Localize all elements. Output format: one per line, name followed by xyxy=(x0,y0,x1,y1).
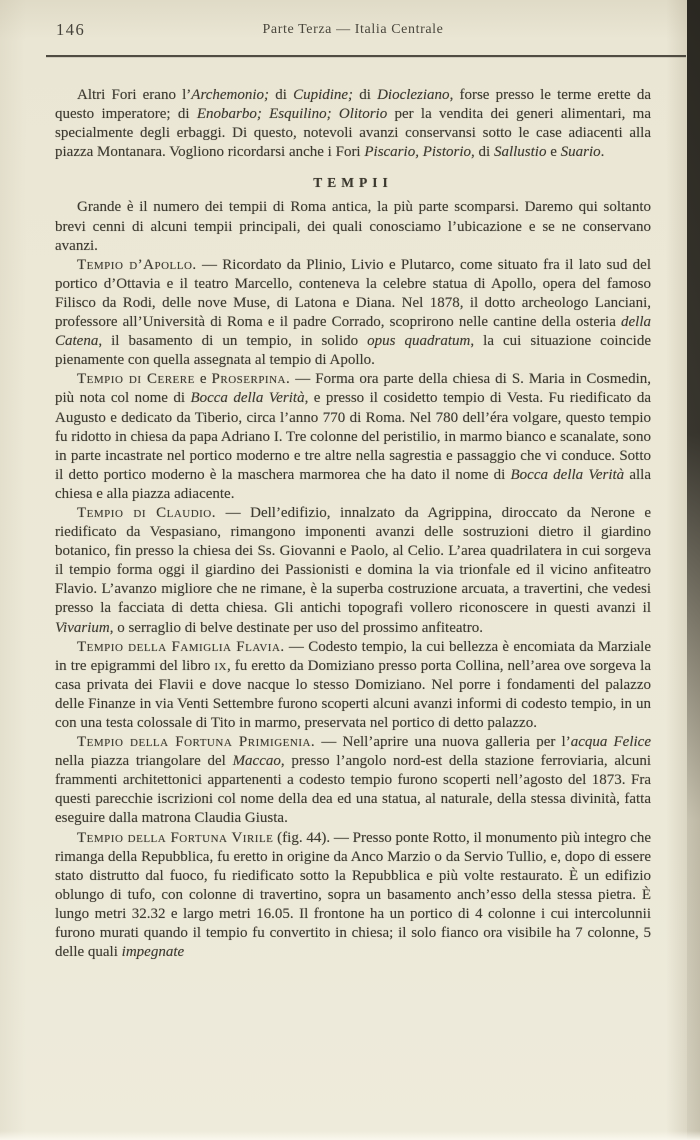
paragraph xyxy=(55,504,651,638)
body-text: (fig. 44). — Presso ponte Rotto, il monumento più integro che rimanga della Repubblica, fu eretto in origine da Anco Marzio o da Servio Tullio, e, dopo di essere stato distrutto dal fuoco, fu riedificato sotto la Repubblica e più volte restaurato. È un edifizio oblungo di tufo, con colonne di travertino, sopra un basamento anch’esso della stessa pietra. È lungo metri 32.32 e largo metri 16.05. Il frontone ha un portico di 4 colonne i cui intercolunnii furono murati quando il tempio fu convertito in chiesa; il solo fianco ora visibile ha 7 colonne, 5 delle quali xyxy=(55,829,651,961)
body-text: e xyxy=(546,144,561,161)
smallcaps-heading-text: ix xyxy=(214,657,227,674)
italic-text: Maccao xyxy=(232,753,281,770)
smallcaps-heading-text: Proserpina. xyxy=(211,371,291,388)
body-text: — Ricordato da Plinio, Livio e Plutarco, come situato fra il lato sud del portico d’Ottavia e il teatro Marcello, conteneva la celebre statua di Apollo, opera del famoso Filisco da Rodi, delle nove Muse, di Latona e Diana. Nel 1878, il dotto archeologo Lanciani, professore all’Università di Roma e il padre Corrado, scoprirono nelle cantine della osteria xyxy=(55,256,651,331)
body-text: di xyxy=(269,87,294,103)
page-number: 146 xyxy=(56,20,86,39)
smallcaps-heading-text: Tempio di Claudio. xyxy=(77,504,217,521)
body-text: di xyxy=(353,87,378,103)
italic-text: Diocleziano xyxy=(377,87,450,103)
body-text: per la vendita dei generi alimentari, ma specialmente degli erbaggi. Di questo, notevoli avanzi conservansi sotto le case adiacenti alla piazza Montanara. Vogliono ricordarsi anche i Fori xyxy=(55,106,651,161)
italic-text: Vivarium xyxy=(55,619,110,636)
smallcaps-heading-text: Tempio della Fortuna Virile xyxy=(77,829,274,846)
smallcaps-heading-text: Tempio di Cerere xyxy=(77,371,195,388)
paragraph xyxy=(55,370,651,504)
paragraph xyxy=(55,733,651,828)
body-text: — Dell’edifizio, innalzato da Agrippina, diroccato da Nerone e riedificato da Vespasiano, rimangono imponenti avanzi delle sostruzioni dietro il giardino botanico, fin presso la chiesa dei Ss. Giovanni e Paolo, al Celio. L’area quadrilatera in cui sorgeva il tempio forma oggi il giardino dei Passionisti e domina la via trionfale ed il vicino anfiteatro Flavio. L’avanzo migliore che ne rimane, è la superba costruzione arcuata, a travertini, che vedesi presso la facciata di detta chiesa. Gli antichi topografi vollero riconoscere in questi avanzi il xyxy=(55,504,651,617)
body-text: , fu eretto da Domiziano presso porta Collina, nell’area ove sorgeva la casa privata dei Flavii e dove nacque lo stesso Domiziano. Nel porre i fondamenti del palazzo delle Finanze in via Venti Settembre furono scoperti alcuni avanzi informi di codesto tempio, in un con una testa colossale di Tito in marmo, preservata nel portico di detto palazzo. xyxy=(55,657,652,731)
paragraph xyxy=(55,256,651,371)
italic-text: della Catena xyxy=(55,314,651,350)
paragraph xyxy=(55,829,651,963)
italic-text: Bocca della Verità xyxy=(190,390,305,407)
smallcaps-heading-text: Tempio della Fortuna Primigenia. xyxy=(77,734,316,751)
italic-text: Suario xyxy=(560,144,601,161)
running-header xyxy=(55,20,651,42)
italic-text: Bocca della Verità xyxy=(510,466,625,483)
smallcaps-heading-text: Tempio d’Apollo. xyxy=(77,256,197,273)
body-text: , di xyxy=(471,144,494,161)
body-text: — Forma ora parte della chiesa di S. Maria in Cosmedin, più nota col nome di xyxy=(55,371,651,407)
page-edge-shadow xyxy=(687,0,700,1140)
section-heading: TEMPII xyxy=(313,175,393,191)
body-text: , forse presso le terme erette da questo imperatore; di xyxy=(55,87,652,123)
body-text: e xyxy=(194,371,212,388)
italic-text: acqua Felice xyxy=(570,734,651,751)
page-bottom-edge xyxy=(0,1131,700,1140)
italic-text: Archemonio; xyxy=(191,87,270,103)
italic-text: Sallustio xyxy=(493,144,547,161)
italic-text: Cupidine; xyxy=(293,87,354,103)
body-text: Altri Fori erano l’ xyxy=(77,87,192,103)
body-text: nella piazza triangolare del xyxy=(55,753,233,770)
smallcaps-heading-text: Tempio della Famiglia Flavia. xyxy=(77,638,285,655)
italic-text: Enobarbo; Esquilino; Olitorio xyxy=(196,106,388,123)
body-text: alla chiesa e alla piazza adiacente. xyxy=(55,466,651,502)
italic-text: Piscario, Pistorio xyxy=(364,144,472,161)
paragraph xyxy=(55,198,651,255)
header-rule xyxy=(46,55,686,57)
body-text: — Nell’aprire una nuova galleria per l’ xyxy=(315,734,571,751)
body-text: . xyxy=(600,144,605,161)
body-text: , il basamento di un tempio, in solido xyxy=(98,333,368,350)
body-text: , presso l’angolo nord-est della stazione ferroviaria, alcuni frammenti architettonici appartenenti a codesto tempio furono scoperti nell’agosto del 1873. Fra questi parecchie iscrizioni col nome della dea ed una statua, al naturale, della stessa divinità, fatta eseguire dalla matrona Claudia Giusta. xyxy=(55,753,651,827)
body-text: , o serraglio di belve destinate per uso del prossimo anfiteatro. xyxy=(109,619,483,636)
body-text: , e presso il cosidetto tempio di Vesta. Fu riedificato da Augusto e dedicato da Tiberio, circa l’anno 770 di Roma. Nel 780 dell’éra volgare, questo tempio fu ridotto in chiesa da papa Adriano I. Tre colonne del peristilio, in marmo bianco e scanalate, sono in parte incastrate nel portico moderno e tre altre nella sagrestia e passaggio che vi conduce. Sotto il detto portico moderno è la maschera marmorea che ha dato il nome di xyxy=(55,390,651,483)
running-title: Parte Terza — Italia Centrale xyxy=(262,22,444,37)
italic-text: impegnate xyxy=(121,944,185,961)
body-text: — Codesto tempio, la cui bellezza è encomiata da Marziale in tre epigrammi del libro xyxy=(55,638,651,674)
italic-text: opus quadratum xyxy=(367,333,471,350)
paragraph xyxy=(55,86,651,162)
body-text: Grande è il numero dei tempii di Roma antica, la più parte scomparsi. Daremo qui soltanto brevi cenni di alcuni tempii principali, dei quali conosciamo l’ubicazione e se ne conservano avanzi. xyxy=(55,199,651,254)
paragraph xyxy=(55,638,651,733)
page-content xyxy=(55,86,651,962)
body-text: , la cui situazione coincide pienamente con quella assegnata al tempio di Apollo. xyxy=(55,333,651,369)
